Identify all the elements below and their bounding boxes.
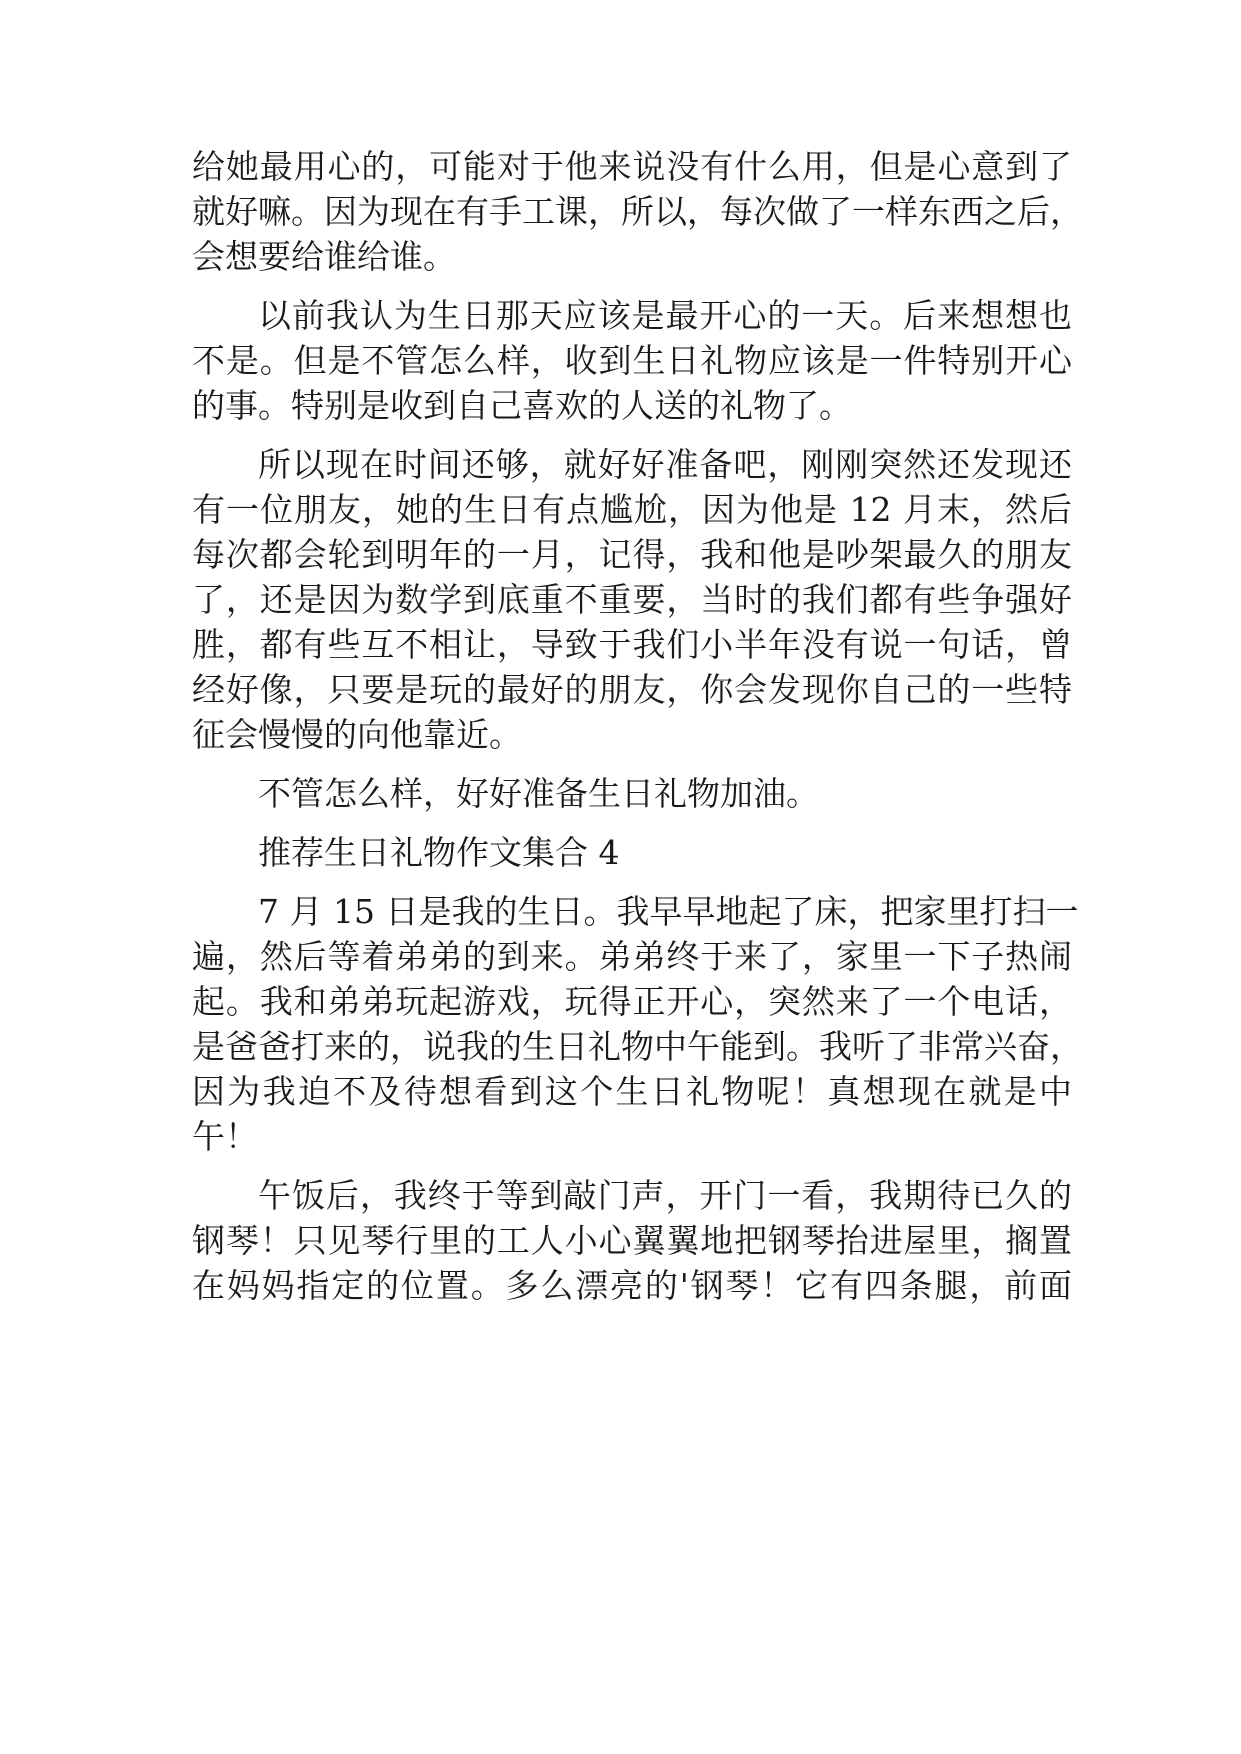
section-heading <box>192 830 1072 875</box>
paragraph <box>192 293 1072 428</box>
text-line: 起。我和弟弟玩起游戏，玩得正开心，突然来了一个电话， <box>192 982 1072 1021</box>
text-line: 推荐生日礼物作文集合 4 <box>258 833 620 872</box>
text-line: 是爸爸打来的，说我的生日礼物中午能到。我听了非常兴奋， <box>192 1027 1083 1066</box>
text-line: 胜，都有些互不相让，导致于我们小半年没有说一句话，曾 <box>192 625 1072 664</box>
text-line: 有一位朋友，她的生日有点尴尬，因为他是 12 月末，然后 <box>192 490 1072 529</box>
text-line: 不管怎么样，好好准备生日礼物加油。 <box>258 774 819 813</box>
text-line: 征会慢慢的向他靠近。 <box>192 715 522 754</box>
text-line: 会想要给谁给谁。 <box>192 237 456 276</box>
text-line: 就好嘛。因为现在有手工课，所以，每次做了一样东西之后， <box>192 192 1083 231</box>
text-line: 以前我认为生日那天应该是最开心的一天。后来想想也 <box>258 296 1072 335</box>
document-body <box>192 144 1083 1308</box>
text-line: 了，还是因为数学到底重不重要，当时的我们都有些争强好 <box>192 580 1072 619</box>
text-line: 因为我迫不及待想看到这个生日礼物呢！真想现在就是中 <box>192 1072 1072 1111</box>
text-line: 钢琴！只见琴行里的工人小心翼翼地把钢琴抬进屋里，搁置 <box>192 1221 1072 1260</box>
paragraph <box>192 442 1072 757</box>
text-line: 午饭后，我终于等到敲门声，开门一看，我期待已久的 <box>258 1176 1072 1215</box>
text-line: 给她最用心的，可能对于他来说没有什么用，但是心意到了 <box>192 147 1072 186</box>
text-line: 经好像，只要是玩的最好的朋友，你会发现你自己的一些特 <box>192 670 1072 709</box>
text-line: 的事。特别是收到自己喜欢的人送的礼物了。 <box>192 386 852 425</box>
text-line: 不是。但是不管怎么样，收到生日礼物应该是一件特别开心 <box>192 341 1072 380</box>
text-line: 每次都会轮到明年的一月，记得，我和他是吵架最久的朋友 <box>192 535 1072 574</box>
paragraph <box>192 771 1072 816</box>
text-line: 午！ <box>192 1117 258 1156</box>
text-line: 所以现在时间还够，就好好准备吧，刚刚突然还发现还 <box>258 445 1072 484</box>
paragraph <box>192 144 1083 279</box>
paragraph <box>192 1173 1072 1308</box>
text-line: 在妈妈指定的位置。多么漂亮的'钢琴！它有四条腿，前面 <box>192 1266 1072 1305</box>
text-line: 遍，然后等着弟弟的到来。弟弟终于来了，家里一下子热闹 <box>192 937 1072 976</box>
text-line: 7 月 15 日是我的生日。我早早地起了床，把家里打扫一 <box>258 892 1079 931</box>
paragraph <box>192 889 1083 1159</box>
